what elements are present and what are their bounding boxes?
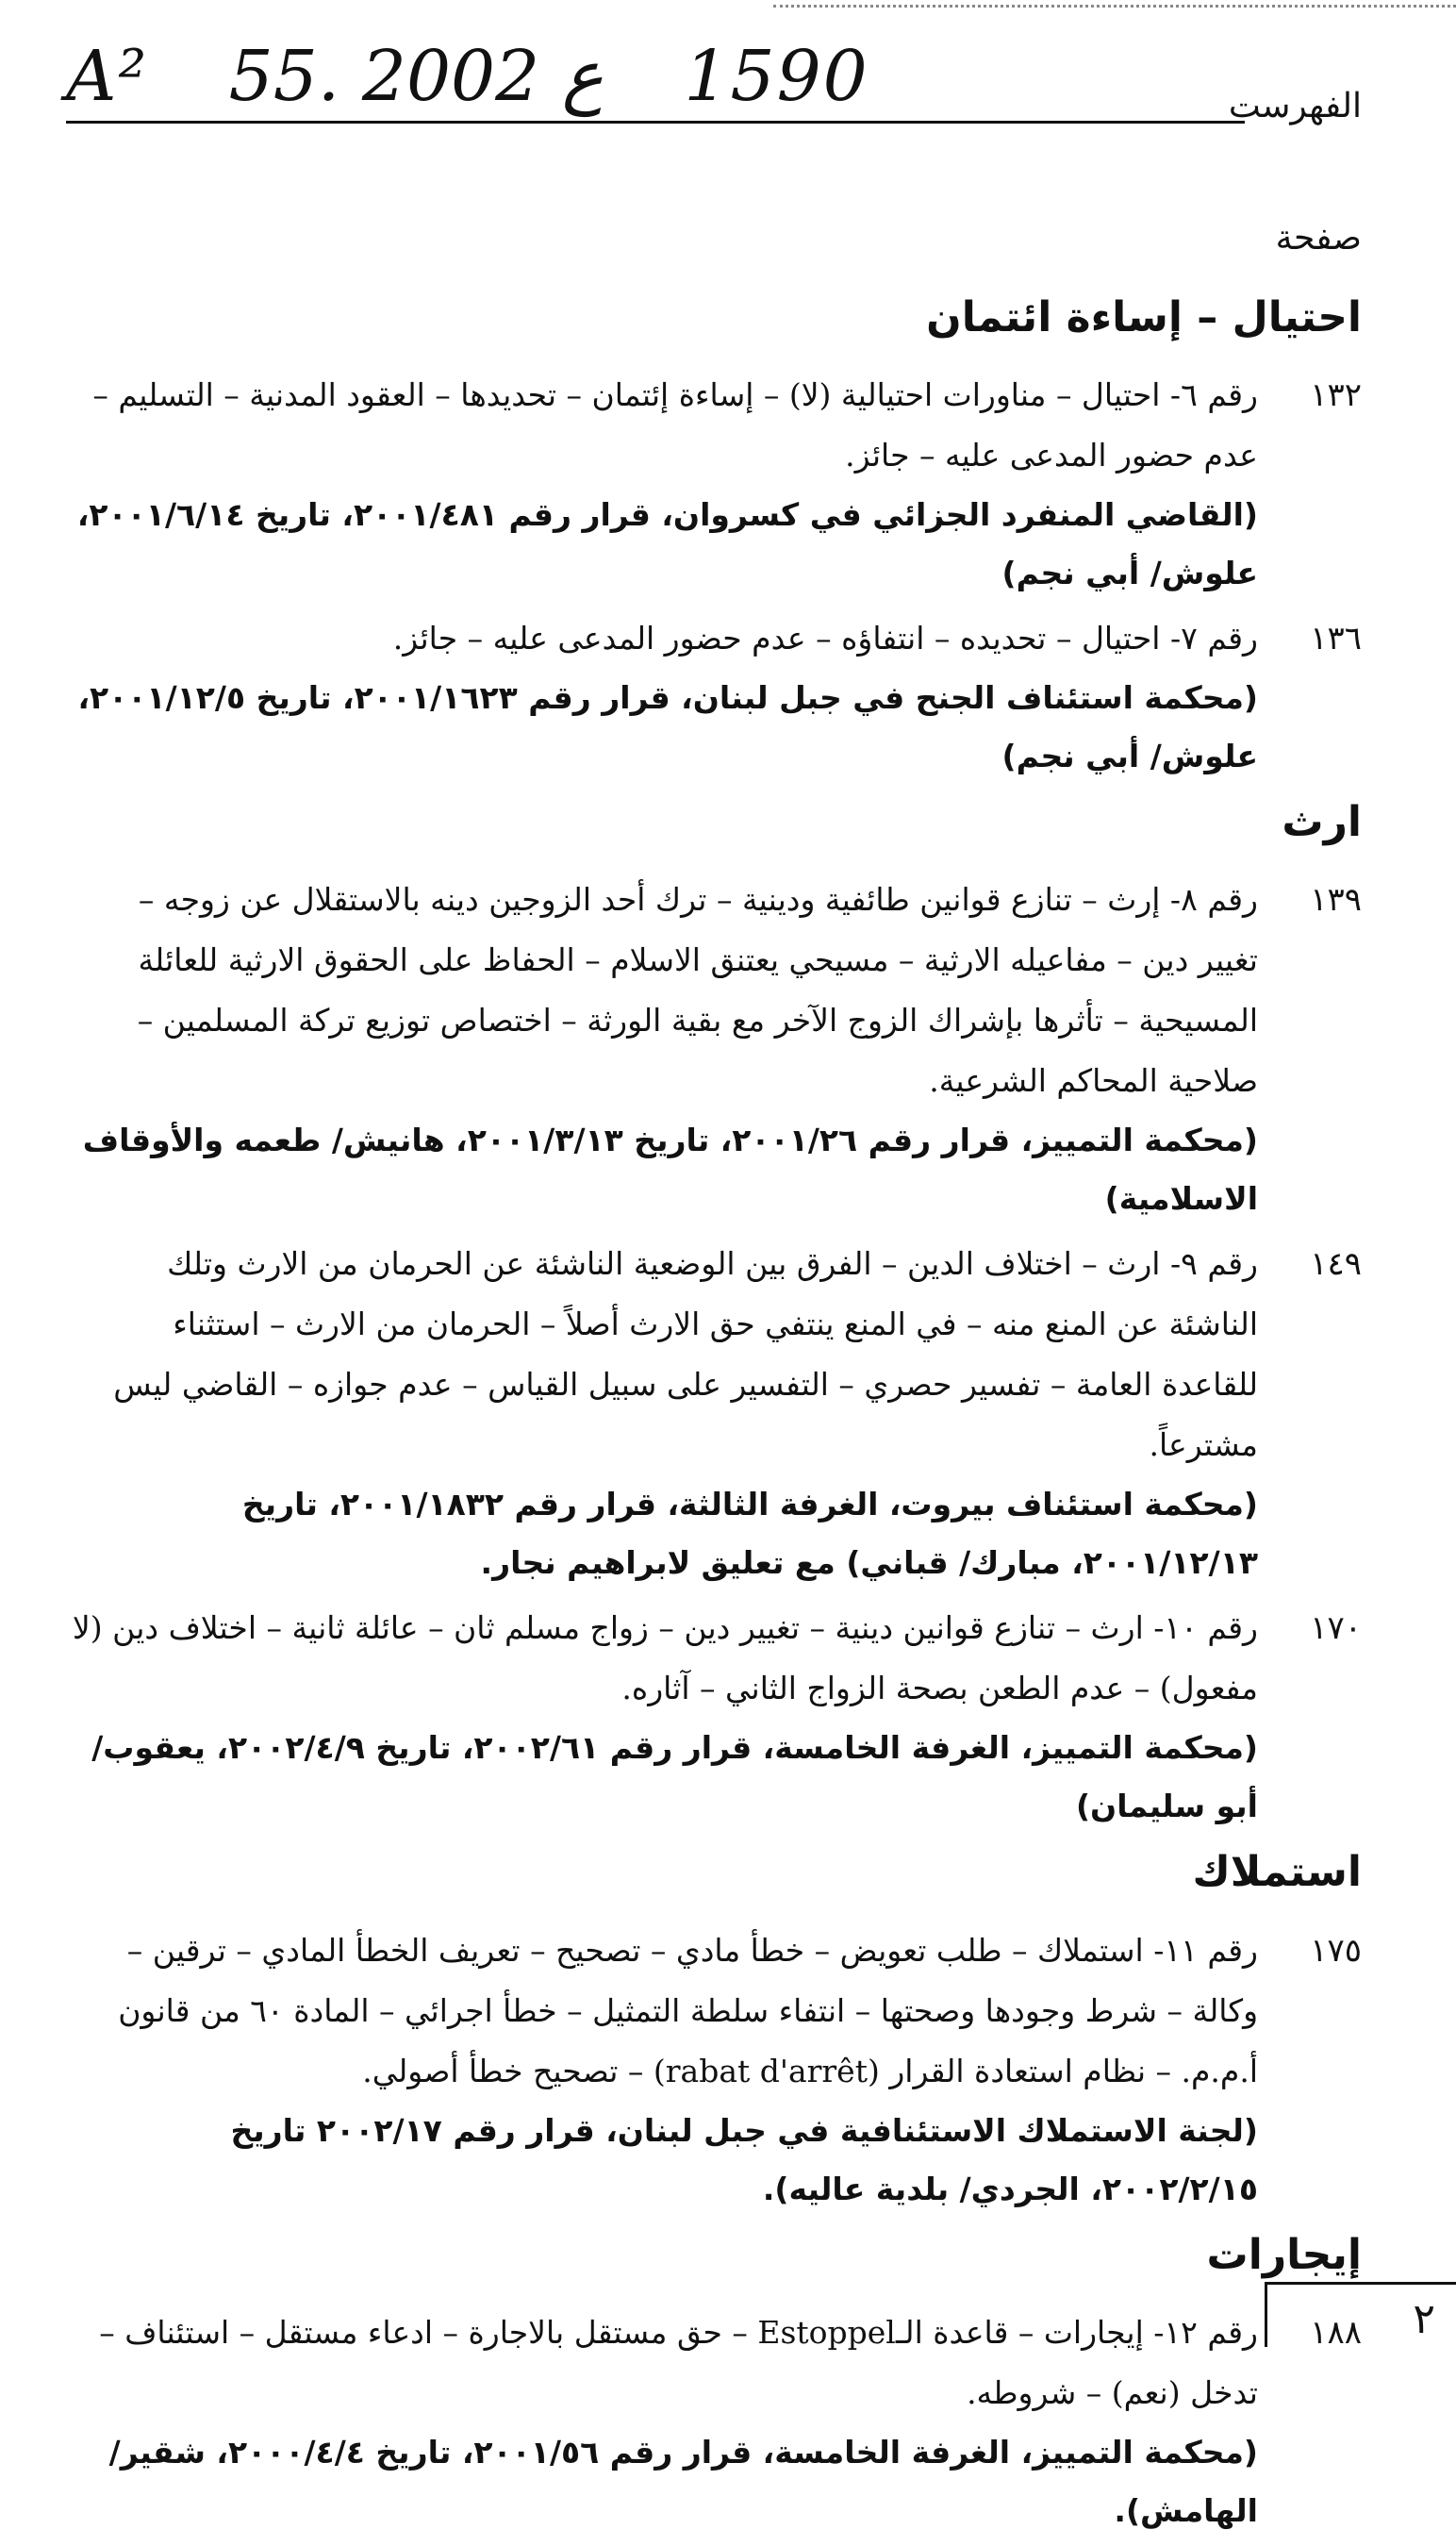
entry-page-number: ١٧٠: [1310, 1609, 1362, 1648]
entry-text: رقم ١٠- ارث – تنازع قوانين دينية – تغيير دين – زواج مسلم ثان – عائلة ثانية – اختلاف دين (لا مفعول) – عدم الطعن بصحة الزواج الثاني – آثاره.: [72, 1609, 1258, 1707]
entry-text: رقم ٦- احتيال – مناورات احتيالية (لا) – إساءة إئتمان – تحديدها – العقود المدنية – التسليم – عدم حضور المدعى عليه – جائز.: [92, 376, 1258, 474]
entry-page-number: ١٣٦: [1310, 620, 1362, 658]
section-leases: [70, 2228, 1362, 2540]
index-entry: [70, 1921, 1362, 2219]
entry-citation: (محكمة استئناف الجنح في جبل لبنان، قرار رقم ٢٠٠١/١٦٢٣، تاريخ ٢٠٠١/١٢/٥، علوش/ أبي نجم): [77, 679, 1258, 775]
index-entry: [70, 1234, 1362, 1592]
entry-citation: (محكمة استئناف بيروت، الغرفة الثالثة، قرار رقم ٢٠٠١/١٨٣٢، تاريخ ٢٠٠١/١٢/١٣، مبارك/ قباني) مع تعليق لابراهيم نجار.: [241, 1486, 1258, 1582]
handwritten-annotation: [66, 36, 926, 117]
handwritten-reference: 55. ع 2002: [228, 36, 604, 117]
section-expropriation: [70, 1845, 1362, 2218]
entry-citation: (لجنة الاستملاك الاستئنافية في جبل لبنان، قرار رقم ٢٠٠٢/١٧ تاريخ ٢٠٠٢/٢/١٥، الجردي/ بلدية عاليه).: [230, 2111, 1258, 2207]
entry-page-number: ١٤٩: [1310, 1245, 1362, 1284]
section-heading: استملاك: [1192, 1848, 1362, 1897]
entry-citation: (محكمة التمييز، الغرفة الخامسة، قرار رقم ٢٠٠٢/٦١، تاريخ ٢٠٠٢/٤/٩، يعقوب/ أبو سليمان): [91, 1729, 1258, 1825]
entry-citation: (محكمة التمييز، قرار رقم ٢٠٠١/٢٦، تاريخ ٢٠٠١/٣/١٣، هانيش/ طعمه والأوقاف الاسلامية): [82, 1122, 1258, 1218]
entry-page-number: ١٨٨: [1310, 2313, 1362, 2352]
entry-text: رقم ٨- إرث – تنازع قوانين طائفية ودينية – ترك أحد الزوجين دينه بالاستقلال عن زوجه – تغيير دين – مفاعيله الارثية – مسيحي يعتنق الاسلام – الحفاظ على الحقوق الارثية للعائلة المسيحية – تأثرها بإشراك الزوج الآخر مع بقية الورثة – اختصاص توزيع تركة المسلمين – صلاحية المحاكم الشرعية.: [137, 881, 1258, 1100]
index-entry: [70, 608, 1362, 786]
page-number: ٢: [1413, 2295, 1435, 2343]
section-heading: إيجارات: [1206, 2230, 1362, 2279]
entry-text: رقم ١٢- إيجارات – قاعدة الـEstoppel – حق مستقل بالاجارة – ادعاء مستقل – استئناف – تدخل (نعم) – شروطه.: [99, 2313, 1258, 2411]
section-heading: احتيال – إساءة ائتمان: [926, 293, 1362, 341]
entry-citation: (القاضي المنفرد الجزائي في كسروان، قرار رقم ٢٠٠١/٤٨١، تاريخ ٢٠٠١/٦/١٤، علوش/ أبي نجم): [76, 496, 1258, 592]
index-entry: [70, 2303, 1362, 2540]
entry-text: رقم ١١- استملاك – طلب تعويض – خطأ مادي – تصحيح – تعريف الخطأ المادي – ترقين – وكالة – شرط وجودها وصحتها – انتفاء سلطة التمثيل – خطأ اجرائي – المادة ٦٠ من قانون أ.م.م. – نظام استعادة القرار (rabat d'arrêt) – تصحيح خطأ أصولي.: [118, 1931, 1258, 2089]
entry-citation: (محكمة التمييز، الغرفة الخامسة، قرار رقم ٢٠٠١/٥٦، تاريخ ٢٠٠٠/٤/٤، شقير/ الهامش).: [108, 2433, 1258, 2529]
index-entry: [70, 870, 1362, 1228]
section-fraud: [70, 291, 1362, 786]
entry-page-number: ١٧٥: [1310, 1931, 1362, 1970]
index-entry: [70, 1598, 1362, 1836]
page-column-label: صفحة: [1275, 219, 1362, 258]
index-entry: [70, 365, 1362, 603]
entry-page-number: ١٣٩: [1310, 881, 1362, 920]
handwritten-number: 1590: [684, 36, 869, 117]
handwritten-code: A²: [66, 36, 149, 117]
header-rule: [66, 121, 1245, 124]
top-dotted-line: [773, 5, 1456, 8]
entry-text: رقم ٧- احتيال – تحديده – انتفاؤه – عدم حضور المدعى عليه – جائز.: [392, 620, 1258, 657]
index-content: [70, 281, 1362, 2546]
section-heading: ارث: [1282, 798, 1362, 847]
section-inheritance: [70, 795, 1362, 1836]
entry-page-number: ١٣٢: [1310, 376, 1362, 415]
entry-text: رقم ٩- ارث – اختلاف الدين – الفرق بين الوضعية الناشئة عن الحرمان من الارث وتلك الناشئة عن المنع منه – في المنع ينتفي حق الارث أصلاً – الحرمان من الارث – استثناء للقاعدة العامة – تفسير حصري – التفسير على سبيل القياس – عدم جوازه – القاضي ليس مشترعاً.: [113, 1245, 1258, 1464]
index-title: الفهرست: [1228, 87, 1362, 125]
